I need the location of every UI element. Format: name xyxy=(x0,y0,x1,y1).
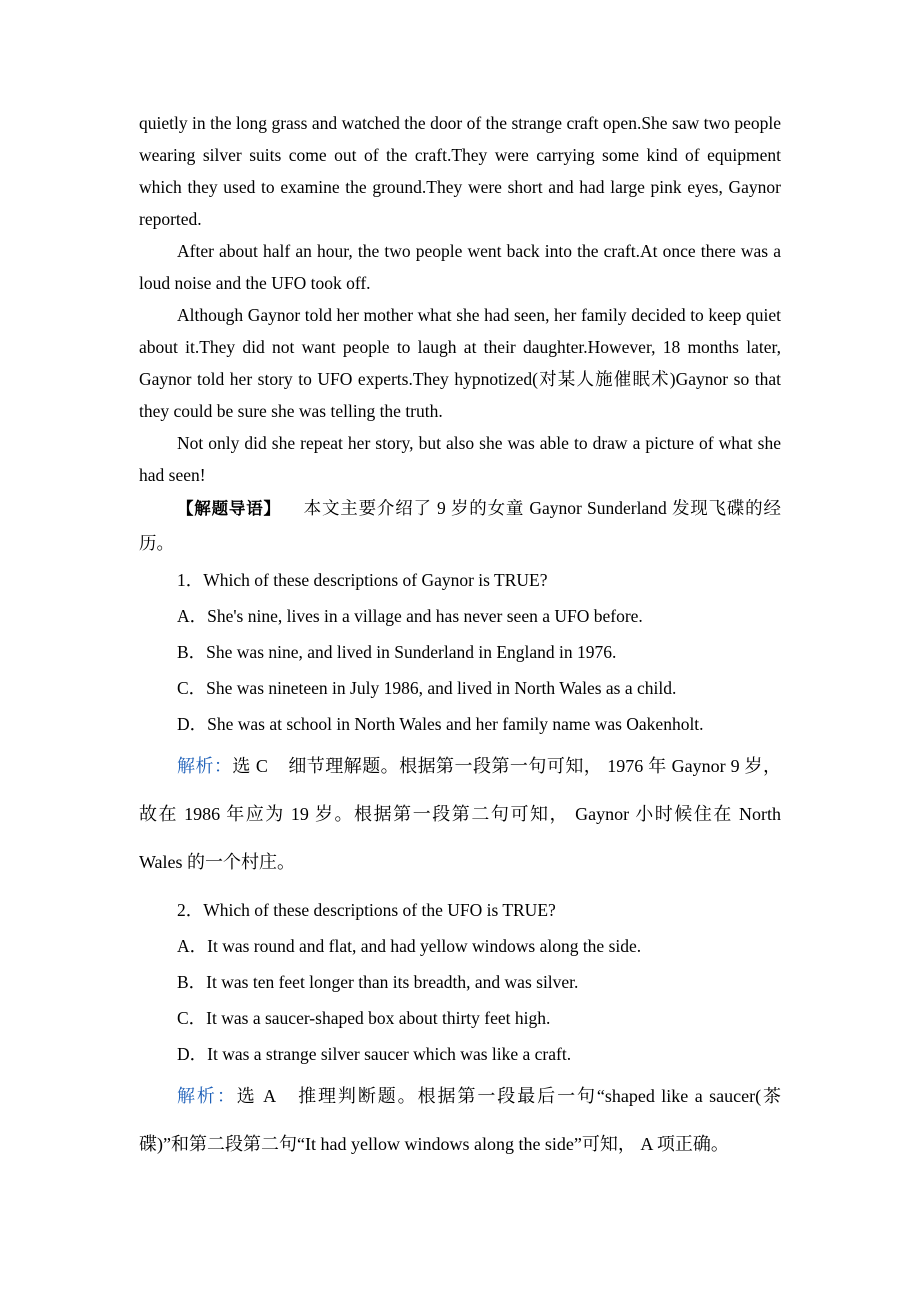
passage-paragraph-4: Not only did she repeat her story, but also she was able to draw a picture of what she had seen! xyxy=(139,433,781,485)
analysis-2 xyxy=(139,1072,781,1168)
question-2 xyxy=(139,892,781,1168)
option-b: B．She was nine, and lived in Sunderland in England in 1976. xyxy=(177,642,617,662)
option-a: A．She's nine, lives in a village and has never seen a UFO before. xyxy=(177,606,643,626)
passage-paragraph-1: quietly in the long grass and watched the door of the strange craft open.She saw two people wearing silver suits come out of the craft.They were carrying some kind of equipment which they used to examine the ground.They were short and had large pink eyes, Gaynor reported. xyxy=(139,113,781,229)
option-d: D．She was at school in North Wales and her family name was Oakenholt. xyxy=(177,714,704,734)
guide-text: 本文主要介绍了 9 岁的女童 Gaynor Sunderland 发现飞碟的经历。 xyxy=(139,498,781,553)
analysis-choice: 选 A xyxy=(236,1086,277,1106)
analysis-label: 解析： xyxy=(177,1086,237,1106)
analysis-text: 细节理解题。根据第一段第一句可知， 1976 年 Gaynor 9 岁，故在 1986 年应为 19 岁。根据第一段第二句可知， Gaynor 小时候住在 North Wales 的一个村庄。 xyxy=(139,756,782,872)
analysis-1 xyxy=(139,742,781,886)
guide-paragraph xyxy=(139,491,781,560)
question-stem: 1．Which of these descriptions of Gaynor is TRUE? xyxy=(177,570,548,590)
option-a: A．It was round and flat, and had yellow windows along the side. xyxy=(177,936,642,956)
document-body xyxy=(139,107,781,1168)
question-1 xyxy=(139,562,781,886)
analysis-label: 解析： xyxy=(177,756,233,776)
option-c: C．She was nineteen in July 1986, and lived in North Wales as a child. xyxy=(177,678,677,698)
question-stem: 2．Which of these descriptions of the UFO is TRUE? xyxy=(177,900,556,920)
option-d: D．It was a strange silver saucer which was like a craft. xyxy=(177,1044,572,1064)
passage-paragraph-3: Although Gaynor told her mother what she had seen, her family decided to keep quiet about it.They did not want people to laugh at their daughter.However, 18 months later, Gaynor told her story to UFO experts.They hypnotized(对某人施催眠术)Gaynor so that they could be sure she was telling the truth. xyxy=(139,305,781,421)
analysis-text: 推理判断题。根据第一段最后一句“shaped like a saucer(茶碟)”和第二段第二句“It had yellow windows along the side”可知， A 项正确。 xyxy=(139,1086,782,1154)
passage-paragraph-2: After about half an hour, the two people went back into the craft.At once there was a loud noise and the UFO took off. xyxy=(139,241,781,293)
analysis-choice: 选 C xyxy=(232,756,268,776)
guide-label: 【解题导语】 xyxy=(177,499,281,518)
option-b: B．It was ten feet longer than its breadth, and was silver. xyxy=(177,972,579,992)
option-c: C．It was a saucer-shaped box about thirty feet high. xyxy=(177,1008,551,1028)
